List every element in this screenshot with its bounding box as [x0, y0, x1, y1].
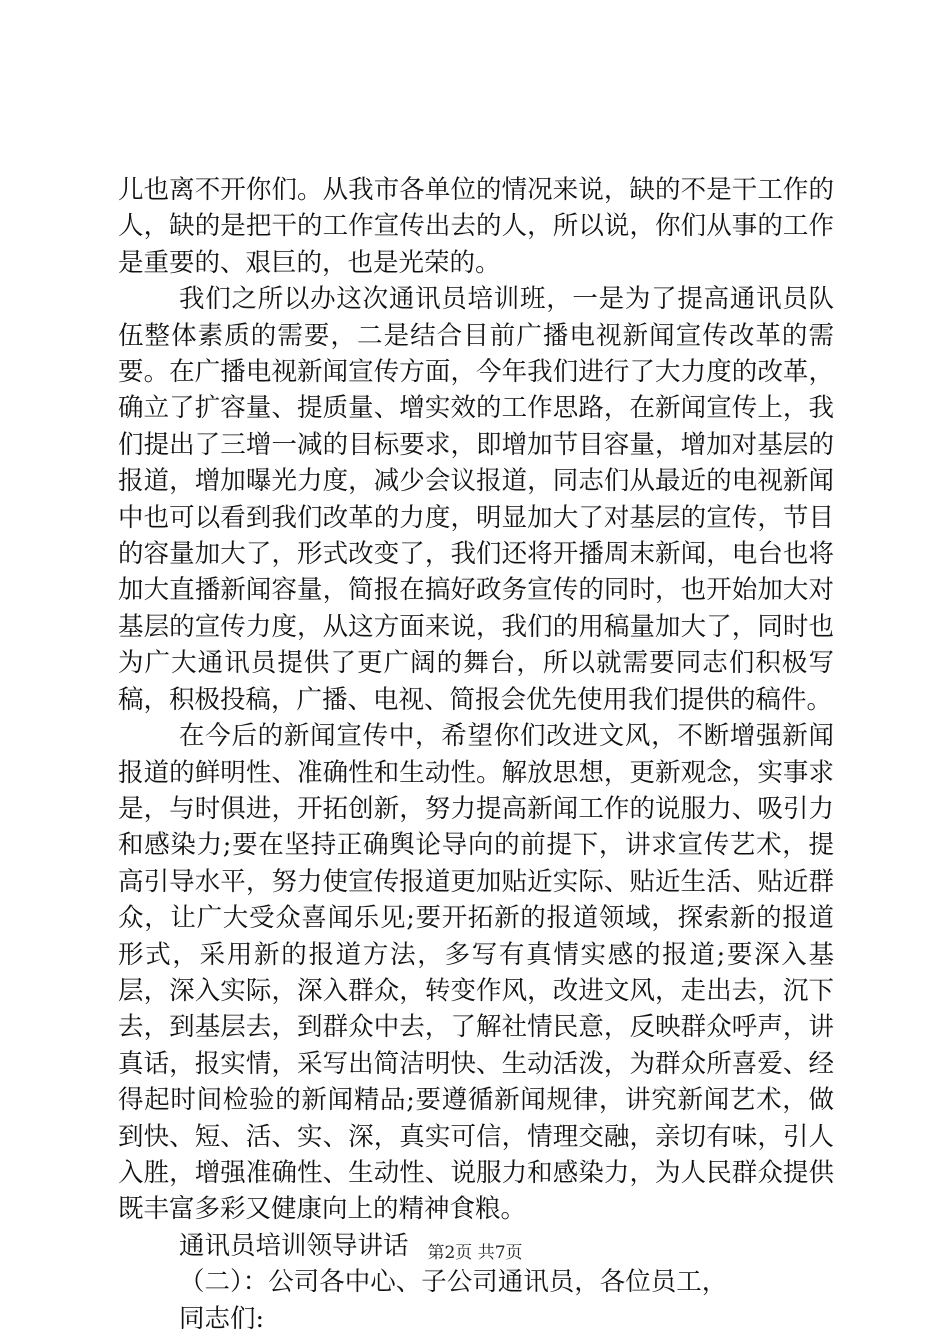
paragraph-writing-style: 在今后的新闻宣传中，希望你们改进文风，不断增强新闻报道的鲜明性、准确性和生动性。解放思想，更新观念，实事求是，与时俱进，开拓创新，努力提高新闻工作的说服力、吸引力和感染力;要在坚持正确舆论导向的前提下，讲求宣传艺术，提高引导水平，努力使宣传报道更加贴近实际、贴近生活、贴近群众，让广大受众喜闻乐见;要开拓新的报道领域，探索新的报道形式，采用新的报道方法，多写有真情实感的报道;要深入基层，深入实际，深入群众，转变作风，改进文风，走出去，沉下去，到基层去，到群众中去，了解社情民意，反映群众呼声，讲真话，报实情，采写出简洁明快、生动活泼，为群众所喜爱、经得起时间检验的新闻精品;要遵循新闻规律，讲究新闻艺术，做到快、短、活、实、深，真实可信，情理交融，亲切有味，引人入胜，增强准确性、生动性、说服力和感染力，为人民群众提供既丰富多彩又健康向上的精神食粮。	[118, 721, 834, 1225]
section-heading: 通讯员培训领导讲话	[179, 1230, 409, 1261]
paragraph-training-purpose: 我们之所以办这次通讯员培训班，一是为了提高通讯员队伍整体素质的需要，二是结合目前广播电视新闻宣传改革的需要。在广播电视新闻宣传方面，今年我们进行了大力度的改革，确立了扩容量、提质量、增实效的工作思路，在新闻宣传上，我们提出了三增一减的目标要求，即增加节目容量，增加对基层的报道，增加曝光力度，减少会议报道，同志们从最近的电视新闻中也可以看到我们改革的力度，明显加大了对基层的宣传，节目的容量加大了，形式改变了，我们还将开播周末新闻，电台也将加大直播新闻容量，简报在搞好政务宣传的同时，也开始加大对基层的宣传力度，从这方面来说，我们的用稿量加大了，同时也为广大通讯员提供了更广阔的舞台，所以就需要同志们积极写稿，积极投稿，广播、电视、简报会优先使用我们提供的稿件。	[118, 284, 834, 715]
salutation-comrades: 同志们:	[179, 1303, 265, 1334]
document-body	[118, 172, 834, 1337]
page-number-footer: 第2页 共7页	[427, 1243, 523, 1263]
paragraph-continuation: 儿也离不开你们。从我市各单位的情况来说，缺的不是干工作的人，缺的是把干的工作宣传出去的人，所以说，你们从事的工作是重要的、艰巨的，也是光荣的。	[118, 175, 834, 278]
salutation-audience: （二）：公司各中心、子公司通讯员，各位员工，	[179, 1267, 728, 1298]
